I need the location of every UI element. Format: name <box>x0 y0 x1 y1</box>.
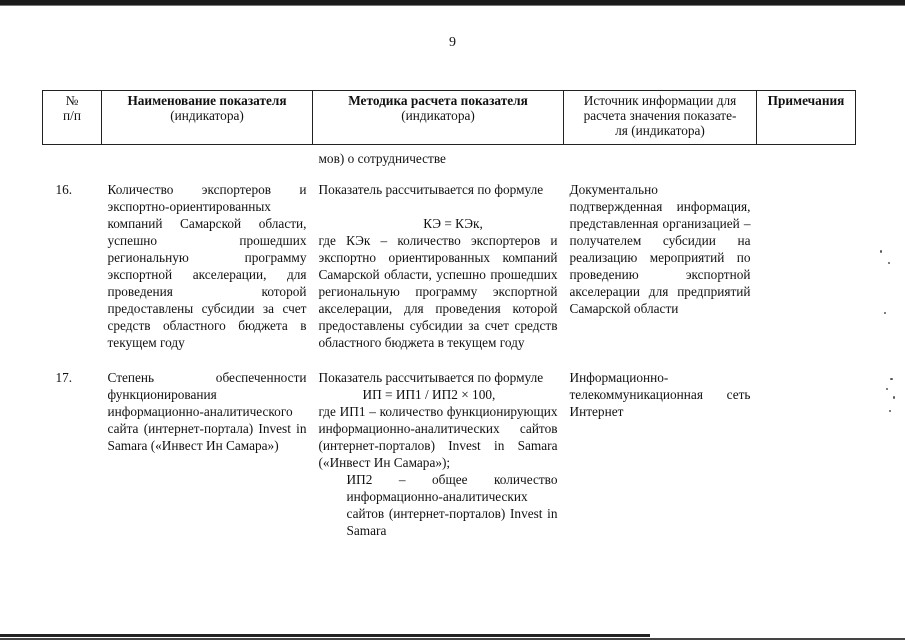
scan-speck <box>884 312 886 314</box>
continuation-text: мов) о сотрудничестве <box>318 151 446 166</box>
method-description: где ИП1 – количество функционирующих информационно-аналитических сайтов (интернет-порталов) Invest in Samara («Инвест Ин Самара»); <box>318 404 558 470</box>
formula: ИП = ИП1 / ИП2 × 100, <box>362 387 496 402</box>
notes-cell <box>757 181 856 351</box>
header-number-line1: № <box>65 93 79 108</box>
continuation-row <box>43 145 856 168</box>
header-source <box>564 91 757 145</box>
method-description: где КЭк – количество экспортеров и экспортно ориентированных компаний Самарской области, успешно прошедших региональную программу экспортной акселерации, для проведения которой предоставлены субсидии за счет средств областного бюджета в текущем году <box>318 233 558 350</box>
row-number: 17. <box>55 370 73 385</box>
scan-bottom-line <box>0 634 650 637</box>
calc-method <box>313 369 564 539</box>
formula: КЭ = КЭк, <box>423 216 483 231</box>
scan-speck <box>893 396 895 399</box>
header-source-line2: расчета значения показате- <box>583 108 737 123</box>
method-description-2: ИП2 – общее количество информационно-аналитических сайтов (интернет-порталов) Invest in Samara <box>346 472 558 538</box>
header-name <box>102 91 313 145</box>
info-source: Документально подтвержденная информация, представленная организацией – получателем субсидии на реализацию мероприятий по проведению экспортной акселерации для предприятий Самарской области <box>569 182 751 316</box>
scan-speck <box>888 262 890 264</box>
header-notes-line1: Примечания <box>767 93 845 108</box>
indicator-table <box>42 90 856 539</box>
header-number-line2: п/п <box>63 108 81 123</box>
page-number: 9 <box>449 35 456 50</box>
row-number: 16. <box>55 182 73 197</box>
header-name-line1: Наименование показателя <box>127 93 287 108</box>
scan-speck <box>880 250 882 253</box>
method-intro: Показатель рассчитывается по формуле <box>318 370 544 385</box>
indicator-name: Степень обеспеченности функционирования информационно-аналитического сайта (интернет-портала) Invest in Samara («Инвест Ин Самара») <box>107 370 307 453</box>
header-method-line2: (индикатора) <box>401 108 475 123</box>
scan-top-edge <box>0 5 905 6</box>
header-source-line1: Источник информации для <box>583 93 737 108</box>
header-notes <box>757 91 856 145</box>
info-source: Информационно-телекоммуникационная сеть Интернет <box>569 370 751 419</box>
header-name-line2: (индикатора) <box>170 108 244 123</box>
scan-speck <box>886 388 888 390</box>
calc-method <box>313 181 564 351</box>
header-source-line3: ля (индикатора) <box>615 123 705 138</box>
header-method-line1: Методика расчета показателя <box>348 93 528 108</box>
indicator-name: Количество экспортеров и экспортно-ориентированных компаний Самарской области, успешно прошедших региональную программу экспортной акселерации, для проведения которой предоставлены субсидии за счет средств областного бюджета в текущем году <box>107 182 307 350</box>
header-number <box>43 91 102 145</box>
scan-speck <box>889 410 891 412</box>
header-method <box>313 91 564 145</box>
notes-cell <box>757 369 856 539</box>
table-row <box>43 369 856 539</box>
method-intro: Показатель рассчитывается по формуле <box>318 182 544 197</box>
table-header-row <box>43 91 856 145</box>
table-row <box>43 181 856 351</box>
scan-speck <box>890 378 893 380</box>
